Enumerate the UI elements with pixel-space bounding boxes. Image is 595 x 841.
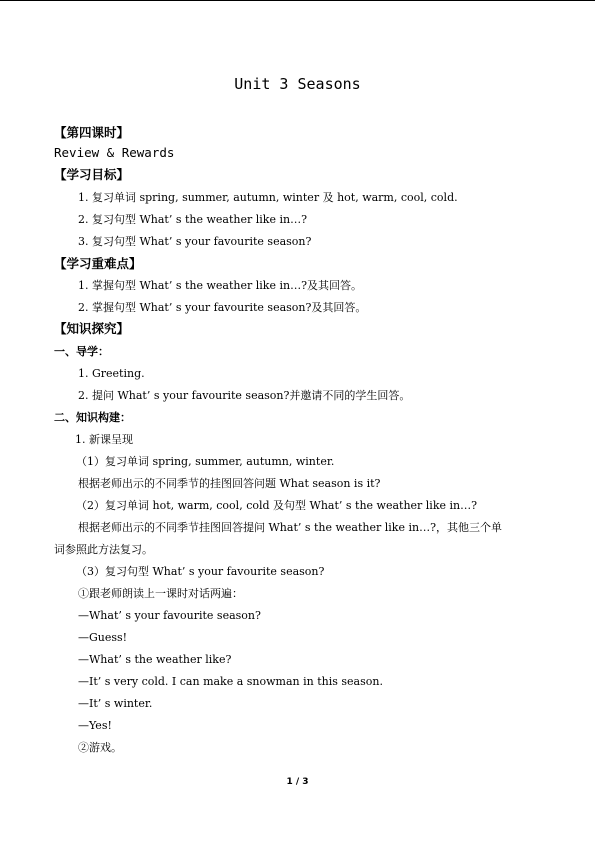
- step2: （2）复习单词 hot, warm, cool, cold 及句型 What’ s the weather like in…?: [76, 499, 477, 512]
- explore-heading: 【知识探究】: [54, 321, 130, 336]
- key-point-item: 1. 掌握句型 What’ s the weather like in…?及其回答。: [78, 279, 362, 292]
- dialogue-line: —Yes!: [78, 719, 112, 732]
- lesson-heading: 【第四课时】: [54, 125, 130, 140]
- dialogue-line: —It’ s very cold. I can make a snowman in this season.: [78, 675, 383, 688]
- step3-instruction: ①跟老师朗读上一课时对话两遍：: [78, 587, 243, 600]
- part1-item: 2. 提问 What’ s your favourite season?并邀请不同的学生回答。: [78, 389, 411, 402]
- goals-heading: 【学习目标】: [54, 167, 130, 182]
- dialogue-line: —What’ s the weather like?: [78, 653, 232, 666]
- goal-item: 1. 复习单词 spring, summer, autumn, winter 及 hot, warm, cool, cold.: [78, 191, 458, 204]
- step3-game: ②游戏。: [78, 741, 122, 754]
- dialogue-line: —Guess!: [78, 631, 128, 644]
- part2-item: 1. 新课呈现: [75, 433, 133, 446]
- key-point-item: 2. 掌握句型 What’ s your favourite season?及其回答。: [78, 301, 367, 314]
- step1: （1）复习单词 spring, summer, autumn, winter.: [76, 455, 335, 468]
- goal-item: 2. 复习句型 What’ s the weather like in…?: [78, 213, 307, 226]
- document-title: Unit 3 Seasons: [234, 75, 361, 93]
- part2-heading: 二、知识构建：: [54, 411, 131, 424]
- goal-item: 3. 复习句型 What’ s your favourite season?: [78, 235, 312, 248]
- lesson-subtitle: Review & Rewards: [54, 145, 175, 160]
- step2-desc: 根据老师出示的不同季节挂图回答提问 What’ s the weather like in…?，其他三个单: [78, 521, 502, 534]
- key-points-heading: 【学习重难点】: [54, 256, 142, 271]
- dialogue-line: —It’ s winter.: [78, 697, 153, 710]
- step3: （3）复习句型 What’ s your favourite season?: [76, 565, 325, 578]
- part1-heading: 一、导学：: [54, 345, 109, 358]
- step2-desc-continued: 词参照此方法复习。: [54, 543, 153, 556]
- page-number: 1 / 3: [286, 777, 309, 787]
- part1-item: 1. Greeting.: [78, 367, 145, 380]
- step1-desc: 根据老师出示的不同季节的挂图回答问题 What season is it?: [78, 477, 381, 490]
- dialogue-line: —What’ s your favourite season?: [78, 609, 261, 622]
- top-rule: [0, 0, 595, 1]
